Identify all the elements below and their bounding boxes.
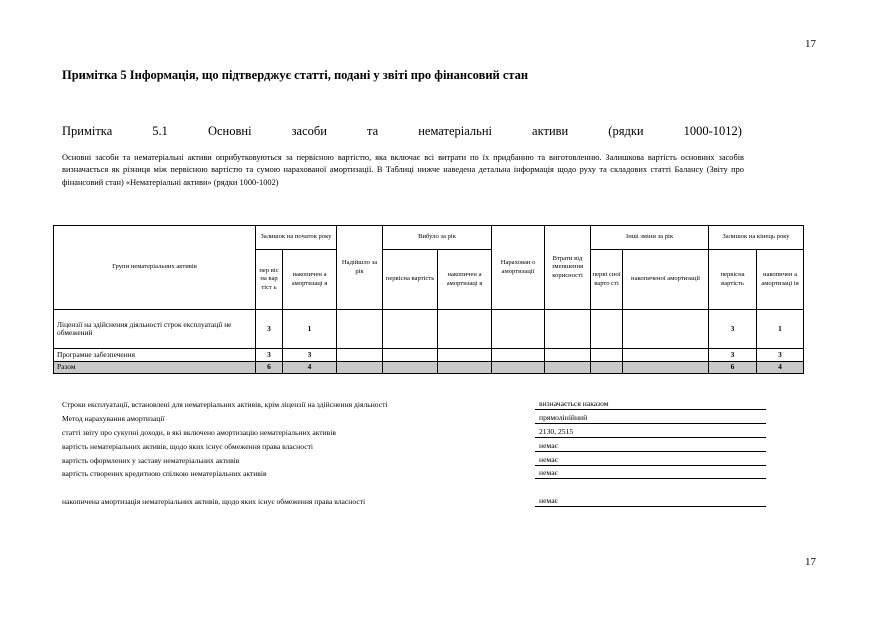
cell-empty — [545, 310, 591, 349]
cell-empty — [623, 362, 709, 374]
header-close-initial-cost: первісна вартість — [709, 250, 757, 310]
cell-open-cost: 3 — [256, 349, 283, 362]
cell-open-amort: 1 — [283, 310, 337, 349]
info-value: 2130, 2515 — [535, 427, 766, 438]
info-value: немає — [535, 441, 766, 452]
header-disposed-initial-cost: первісна вартість — [383, 250, 438, 310]
table-row — [54, 310, 804, 349]
cell-empty — [337, 310, 383, 349]
cell-empty — [545, 362, 591, 374]
cell-empty — [492, 349, 545, 362]
intro-paragraph — [62, 152, 744, 189]
total-open-cost: 6 — [256, 362, 283, 374]
info-value: немає — [535, 468, 766, 479]
intangible-assets-table — [53, 225, 804, 374]
page-number-bottom: 17 — [805, 556, 816, 568]
subheading-word: нематеріальні — [418, 124, 492, 138]
info-value: визначається наказом — [535, 399, 766, 410]
header-other-accumulated-amortization: накопиченої амортизації — [623, 250, 709, 310]
cell-close-cost: 3 — [709, 349, 757, 362]
total-close-amort: 4 — [757, 362, 804, 374]
row-name: Програмне забезпечення — [54, 349, 256, 362]
header-group: Групи нематеріальних активів — [54, 226, 256, 310]
header-impairment-losses: Втрати від зменшення корисності — [545, 226, 591, 310]
cell-empty — [337, 362, 383, 374]
info-value: немає — [535, 496, 766, 507]
header-close-accumulated-amortization: накопичен а амортизаці ія — [757, 250, 804, 310]
cell-empty — [438, 310, 492, 349]
subheading-word: Примітка — [62, 124, 113, 138]
cell-empty — [337, 349, 383, 362]
cell-empty — [438, 349, 492, 362]
info-label: накопичена амортизація нематеріальних активів, щодо яких існує обмеження права власності — [62, 497, 366, 506]
subheading-word: Основні — [207, 124, 252, 138]
header-other-changes: Інші зміни за рік — [591, 226, 709, 250]
cell-empty — [591, 362, 623, 374]
cell-empty — [623, 349, 709, 362]
total-row — [54, 362, 804, 374]
header-received: Надійшло за рік — [337, 226, 383, 310]
note-subheading — [62, 124, 742, 139]
info-label: статті звіту про сукупні доходи, в які включено амортизацію нематеріальних активів — [62, 428, 336, 437]
subheading-word: та — [367, 124, 379, 138]
info-label: вартість нематеріальних активів, щодо яких існує обмеження права власності — [62, 442, 313, 451]
cell-empty — [545, 349, 591, 362]
subheading-word: засоби — [291, 124, 327, 138]
total-close-cost: 6 — [709, 362, 757, 374]
header-opening-balance: Залишок на початок року — [256, 226, 337, 250]
cell-empty — [383, 349, 438, 362]
cell-empty — [492, 310, 545, 349]
cell-empty — [383, 310, 438, 349]
intro-text: Основні засоби та нематеріальні активи оприбутковуються за первісною вартістю, яка включає всі витрати по їх придбанню та виготовленню. Залишкова вартість основних засобів визначається як різниця між первісною вартістю та сумою нарахованої амортизації. В Таблиці нижче наведена детальна інформація щодо руху та складових статті Балансу (Звіту про фінансовий стан) «Нематеріальні активи» (рядки 1000-1002) — [62, 153, 744, 187]
cell-open-amort: 3 — [283, 349, 337, 362]
cell-empty — [438, 362, 492, 374]
header-closing-balance: Залишок на кінець року — [709, 226, 804, 250]
total-label: Разом — [54, 362, 256, 374]
note-heading: Примітка 5 Інформація, що підтверджує статті, подані у звіті про фінансовий стан — [62, 68, 529, 82]
subheading-word: (рядки — [608, 124, 644, 138]
cell-empty — [383, 362, 438, 374]
subheading-word: 1000-1012) — [683, 124, 742, 138]
info-label: Строки експлуатації, встановлені для нематеріальних активів, крім ліцензії на здійснення діяльності — [62, 400, 388, 409]
cell-close-cost: 3 — [709, 310, 757, 349]
cell-empty — [591, 310, 623, 349]
header-disposed: Вибуло за рік — [383, 226, 492, 250]
cell-empty — [492, 362, 545, 374]
cell-empty — [623, 310, 709, 349]
page-number-top: 17 — [805, 38, 816, 50]
subheading-word: активи — [532, 124, 569, 138]
header-open-accumulated-amortization: накопичен а амортизаці я — [283, 250, 337, 310]
info-label: вартість оформлених у заставу нематеріальних активів — [62, 456, 240, 465]
cell-close-amort: 3 — [757, 349, 804, 362]
cell-empty — [591, 349, 623, 362]
header-open-initial-cost: пер віс на вар тіст ь — [256, 250, 283, 310]
cell-open-cost: 3 — [256, 310, 283, 349]
header-other-initial-cost: перві сної варто сті — [591, 250, 623, 310]
info-value: немає — [535, 455, 766, 466]
table-row — [54, 349, 804, 362]
cell-close-amort: 1 — [757, 310, 804, 349]
info-label: вартість створених кредитною спілкою нематеріальних активів — [62, 469, 267, 478]
header-disposed-accumulated-amortization: накопичен а амортизаці я — [438, 250, 492, 310]
header-amortization-accrued: Нарахован о амортизації — [492, 226, 545, 310]
info-label: Метод нарахування амортизації — [62, 414, 165, 423]
subheading-word: 5.1 — [152, 124, 168, 138]
info-value: прямолінійний — [535, 413, 766, 424]
row-name: Ліцензії на здійснення діяльності строк експлуатації не обмежений — [54, 310, 256, 349]
total-open-amort: 4 — [283, 362, 337, 374]
